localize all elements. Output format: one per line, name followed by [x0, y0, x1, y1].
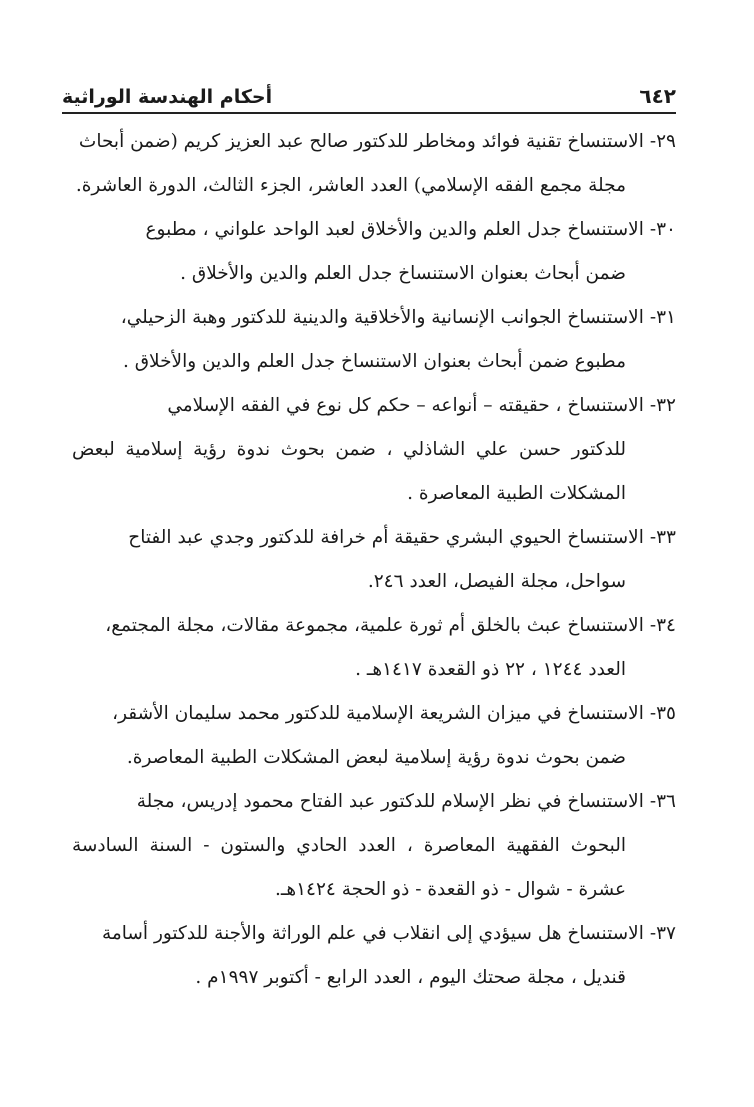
reference-list — [72, 120, 676, 1000]
reference-entry-29 — [72, 120, 676, 208]
page-header — [62, 74, 676, 114]
reference-entry-36 — [72, 780, 676, 912]
entry-number: ٣١- — [649, 307, 676, 328]
reference-entry-31 — [72, 296, 676, 384]
entry-continuation: سواحل، مجلة الفيصل، العدد ٢٤٦. — [367, 571, 626, 592]
reference-entry-35 — [72, 692, 676, 780]
entry-first-line: الاستنساخ هل سيؤدي إلى انقلاب في علم الوراثة والأجنة للدكتور أسامة — [101, 923, 644, 944]
entry-number: ٢٩- — [649, 131, 676, 152]
entry-continuation: مجلة مجمع الفقه الإسلامي) العدد العاشر، الجزء الثالث، الدورة العاشرة. — [75, 175, 626, 196]
entry-number: ٣٥- — [649, 703, 676, 724]
entry-first-line: الاستنساخ تقنية فوائد ومخاطر للدكتور صالح عبد العزيز كريم (ضمن أبحاث — [78, 131, 644, 152]
entry-first-line: الاستنساخ عبث بالخلق أم ثورة علمية، مجموعة مقالات، مجلة المجتمع، — [105, 615, 644, 636]
entry-continuation: قنديل ، مجلة صحتك اليوم ، العدد الرابع - أكتوبر ١٩٩٧م . — [195, 967, 626, 988]
entry-number: ٣٤- — [649, 615, 676, 636]
entry-number: ٣٦- — [649, 791, 676, 812]
running-title: أحكام الهندسة الوراثية — [62, 86, 273, 108]
entry-first-line: الاستنساخ في ميزان الشريعة الإسلامية للدكتور محمد سليمان الأشقر، — [112, 703, 644, 724]
reference-entry-34 — [72, 604, 676, 692]
reference-entry-32 — [72, 384, 676, 516]
reference-entry-33 — [72, 516, 676, 604]
entry-continuation: ضمن أبحاث بعنوان الاستنساخ جدل العلم والدين والأخلاق . — [180, 263, 626, 284]
entry-first-line: الاستنساخ الحيوي البشري حقيقة أم خرافة للدكتور وجدي عبد الفتاح — [128, 527, 644, 548]
entry-first-line: الاستنساخ ، حقيقته – أنواعه – حكم كل نوع في الفقه الإسلامي — [167, 395, 644, 416]
entry-first-line: الاستنساخ جدل العلم والدين والأخلاق لعبد الواحد علواني ، مطبوع — [145, 219, 644, 240]
entry-first-line: الاستنساخ الجوانب الإنسانية والأخلاقية والدينية للدكتور وهبة الزحيلي، — [120, 307, 644, 328]
entry-number: ٣٧- — [649, 923, 676, 944]
entry-continuation: مطبوع ضمن أبحاث بعنوان الاستنساخ جدل العلم والدين والأخلاق . — [122, 351, 626, 372]
entry-number: ٣٢- — [649, 395, 676, 416]
entry-number: ٣٠- — [649, 219, 676, 240]
entry-first-line: الاستنساخ في نظر الإسلام للدكتور عبد الفتاح محمود إدريس، مجلة — [136, 791, 644, 812]
reference-entry-30 — [72, 208, 676, 296]
entry-continuation: العدد ١٢٤٤ ، ٢٢ ذو القعدة ١٤١٧هـ . — [355, 659, 626, 680]
reference-entry-37 — [72, 912, 676, 1000]
entry-number: ٣٣- — [649, 527, 676, 548]
entry-continuation: للدكتور حسن علي الشاذلي ، ضمن بحوث ندوة رؤية إسلامية لبعض المشكلات الطبية المعاصرة . — [72, 439, 626, 504]
entry-continuation: البحوث الفقهية المعاصرة ، العدد الحادي والستون - السنة السادسة عشرة - شوال - ذو القعدة - ذو الحجة ١٤٢٤هـ. — [72, 835, 626, 900]
entry-continuation: ضمن بحوث ندوة رؤية إسلامية لبعض المشكلات الطبية المعاصرة. — [126, 747, 626, 768]
page-number: ٦٤٢ — [639, 84, 676, 108]
